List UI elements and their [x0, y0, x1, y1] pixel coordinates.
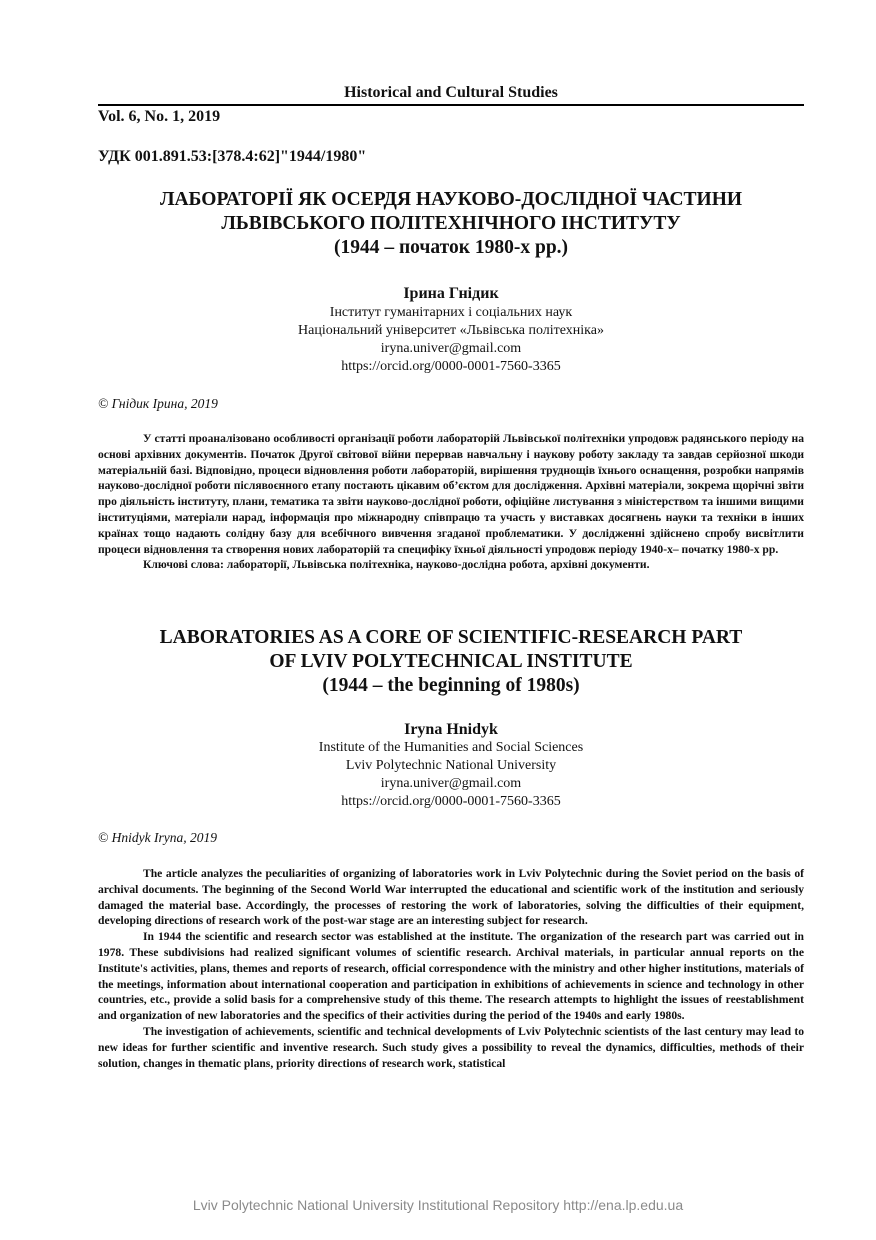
en-affiliation-line: Lviv Polytechnic National University [345, 758, 557, 773]
en-orcid-link: https://orcid.org/0000-0001-7560-3365 [341, 794, 561, 809]
en-title [98, 626, 804, 698]
ua-title-line: ЛЬВІВСЬКОГО ПОЛІТЕХНІЧНОГО ІНСТИТУТУ [221, 213, 681, 234]
udc-code: УДК 001.891.53:[378.4:62]"1944/1980" [98, 148, 367, 165]
header-rule [98, 104, 804, 106]
en-email: iryna.univer@gmail.com [380, 776, 522, 791]
ua-title-line: ЛАБОРАТОРІЇ ЯК ОСЕРДЯ НАУКОВО-ДОСЛІДНОЇ ЧАСТИНИ [159, 189, 743, 210]
en-title-line: (1944 – the beginning of 1980s) [322, 675, 580, 696]
ua-abstract-text: У статті проаналізовано особливості організації роботи лабораторій Львівської політехніки упродовж радянського періоду на основі архівних документів. Початок Другої світової війни перервав навчальну і наукову роботу закладу та завдав серйозної шкоди матеріальній базі. Відповідно, процеси відновлення роботи лабораторій, вирішення труднощів їхнього оснащення, розробки напрямів науково-дослідної роботи післявоєнного етапу постають цікавим об’єктом для дослідження. Архівні матеріали, зокрема щорічні звіти про діяльність інституту, плани, тематика та звіти науково-дослідної роботи, офіційне листування з міністерством та іншими вищими інституціями, матеріали нарад, інформація про міжнародну співпрацю та участь у виставках досягнень науки та техніки в інших країнах тощо надають солідну базу для всебічного вивчення згаданої проблематики. У дослідженні здійснено спробу висвітлити процеси відновлення та створення нових лабораторій та специфіку їхньої діяльності упродовж періоду 1940-х– початку 1980-х рр. [98, 432, 804, 556]
en-affiliation [98, 739, 804, 811]
en-abstract-paragraph: The investigation of achievements, scientific and technical developments of Lviv Polytechnic scientists of the last century may lead to new ideas for further scientific and inventive research. Such study gives a possibility to reveal the dynamics, difficulties, methods of their solution, changes in thematic plans, priority directions of research work, statistical [98, 1024, 804, 1070]
ua-title [98, 188, 804, 260]
en-title-line: LABORATORIES AS A CORE OF SCIENTIFIC-RESEARCH PART [159, 627, 743, 648]
ua-keywords: Ключові слова: лабораторії, Львівська політехніка, науково-дослідна робота, архівні документи. [143, 558, 650, 572]
en-abstract-paragraph: The article analyzes the peculiarities of organizing of laboratories work in Lviv Polytechnic during the Soviet period on the basis of archival documents. The beginning of the Second World War interrupted the educational and scientific work of the institution and seriously damaged the material base. Accordingly, the processes of restoring the work of laboratories, solving the difficulties of their equipment, developing directions of research work of the post-war stage are an interesting subject for research. [98, 867, 804, 928]
volume-info: Vol. 6, No. 1, 2019 [98, 108, 221, 125]
en-affiliation-line: Institute of the Humanities and Social Sciences [318, 740, 584, 755]
ua-affiliation-line: Інститут гуманітарних і соціальних наук [329, 305, 573, 320]
repository-footer: Lviv Polytechnic National University Institutional Repository http://ena.lp.edu.ua [192, 1197, 684, 1213]
ua-affiliation [98, 304, 804, 376]
ua-author-name: Ірина Гнідик [403, 285, 499, 302]
ua-copyright: © Гнідик Ірина, 2019 [98, 396, 218, 411]
en-abstract-paragraph: In 1944 the scientific and research sector was established at the institute. The organization of the research part was carried out in 1978. These subdivisions had realized significant volumes of scientific research. Archival materials, in particular annual reports on the Institute's activities, plans, themes and reports of research, official correspondence with the ministry and other higher institutions, materials of the meetings, information about international cooperation and participation in exhibitions of achievements in science and technology in other countries, etc., provide a solid basis for a comprehensive study of this theme. The research attempts to highlight the issues of reestablishment and organization of new laboratories and the specifics of their activities during the period of the 1940s and early 1980s. [98, 930, 804, 1023]
ua-affiliation-line: Національний університет «Львівська політехніка» [298, 323, 604, 338]
en-abstract [98, 866, 804, 1071]
en-copyright: © Hnidyk Iryna, 2019 [98, 830, 217, 845]
en-author-name: Iryna Hnidyk [404, 721, 498, 738]
journal-title: Historical and Cultural Studies [344, 84, 558, 101]
ua-title-line: (1944 – початок 1980-х рр.) [333, 237, 569, 258]
ua-email: iryna.univer@gmail.com [380, 341, 522, 356]
en-title-line: OF LVIV POLYTECHNICAL INSTITUTE [269, 651, 633, 672]
ua-abstract [98, 431, 804, 573]
ua-orcid-link: https://orcid.org/0000-0001-7560-3365 [341, 359, 561, 374]
